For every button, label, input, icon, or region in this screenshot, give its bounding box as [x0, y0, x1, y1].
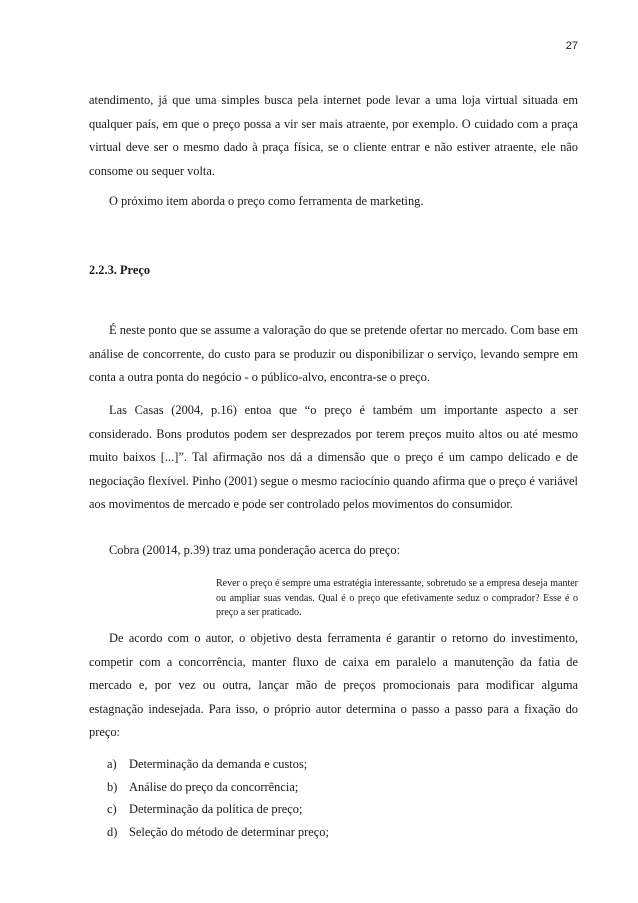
paragraph-price-intro-block [89, 319, 578, 390]
list-item-text: Determinação da política de preço; [129, 802, 303, 817]
paragraph-cobra-block [89, 539, 578, 563]
page-number: 27 [565, 40, 578, 52]
list-item [89, 802, 578, 825]
steps-list [89, 757, 578, 847]
paragraph-5: Cobra (20014, p.39) traz uma ponderação acerca do preço: [109, 543, 401, 557]
list-item [89, 780, 578, 803]
paragraph-1: atendimento, já que uma simples busca pela internet pode levar a uma loja virtual situada em qualquer país, em que o preço possa a vir ser mais atraente, por exemplo. O cuidado com a praça virtual deve ser o mesmo dado à praça física, se o cliente entrar e não estiver atraente, ele não consome ou sequer volta. [89, 93, 578, 178]
list-item-letter: c) [107, 802, 117, 817]
paragraph-4: Las Casas (2004, p.16) entoa que “o preço é também um importante aspecto a ser considerado. Bons produtos podem ser desprezados por terem preços muito altos ou até mesmo muito baixos [...]”. Tal afirmação nos dá a dimensão que o preço é um campo delicado e de negociação flexível. Pinho (2001) segue o mesmo raciocínio quando afirma que o preço é variável aos movimentos de mercado e pode ser controlado pelos movimentos do consumidor. [89, 403, 578, 512]
paragraph-2: O próximo item aborda o preço como ferramenta de marketing. [109, 194, 424, 208]
paragraph-transition [89, 190, 578, 214]
list-item [89, 825, 578, 848]
list-item-text: Análise do preço da concorrência; [129, 779, 299, 794]
paragraph-las-casas-block [89, 399, 578, 517]
paragraph-3: É neste ponto que se assume a valoração do que se pretende ofertar no mercado. Com base em análise de concorrente, do custo para se produzir ou disponibilizar o serviço, levando sempre em conta a outra ponta do negócio - o público-alvo, encontra-se o preço. [89, 323, 578, 385]
paragraph-author-block [89, 627, 578, 745]
list-item-text: Seleção do método de determinar preço; [129, 824, 329, 839]
steps-list-block [89, 757, 578, 847]
list-item-letter: b) [107, 779, 118, 794]
paragraph-continuation [89, 89, 578, 183]
list-item-text: Determinação da demanda e custos; [129, 757, 308, 771]
list-item-letter: a) [107, 757, 117, 771]
block-quote: Rever o preço é sempre uma estratégia interessante, sobretudo se a empresa deseja manter ou ampliar suas vendas. Qual é o preço que efetivamente seduz o comprador? Esse é o preço a ser praticado. [216, 578, 578, 618]
section-heading-block [89, 263, 578, 278]
list-item [89, 757, 578, 780]
section-heading: 2.2.3. Preço [89, 263, 151, 277]
paragraph-6: De acordo com o autor, o objetivo desta ferramenta é garantir o retorno do investimento, competir com a concorrência, manter fluxo de caixa em paralelo a manutenção da fatia de mercado e, por vez ou outra, lançar mão de preços promocionais para modificar alguma estagnação indesejada. Para isso, o próprio autor determina o passo a passo para a fixação do preço: [89, 631, 578, 740]
list-item-letter: d) [107, 824, 118, 839]
